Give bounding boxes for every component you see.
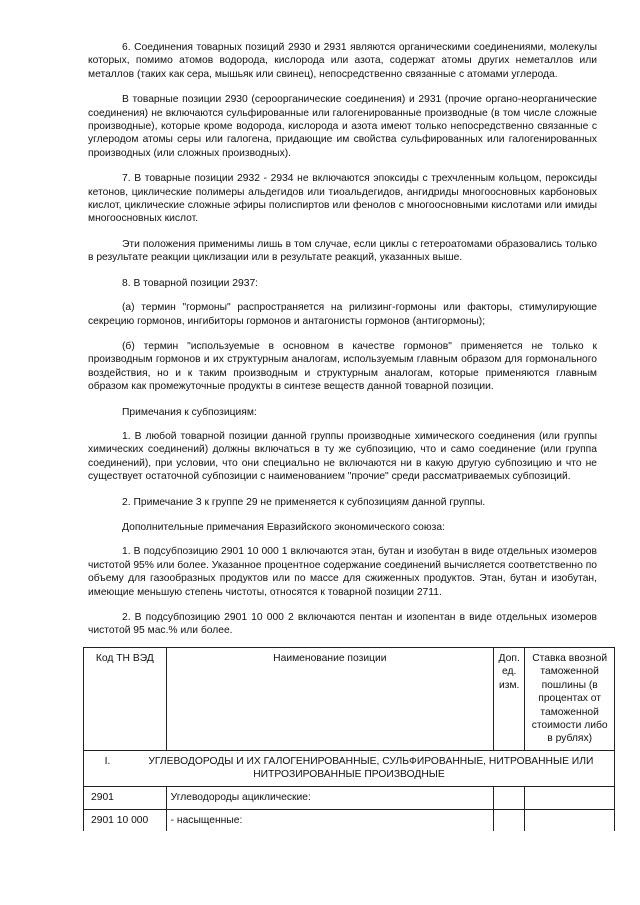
note-paragraph: 2. Примечание 3 к группе 29 не применяется к субпозициям данной группы. xyxy=(122,496,486,508)
note-paragraph: Эти положения применимы лишь в том случае, если циклы с гетероатомами образовались только в результате реакции циклизации или в результате реакций, указанных выше. xyxy=(88,238,597,264)
note-paragraph: 1. В любой товарной позиции данной группы производные химического соединения (или группы химических соединений) должны включаться в ту же субпозицию, что и само соединение (или группа соединений), при условии, что они специально не включаются ни в какую другую субпозицию и что не существует остаточной субпозиции с наименованием "прочие" среди рассматриваемых субпозиций. xyxy=(88,430,597,483)
subheading-subposition-notes: Примечания к субпозициям: xyxy=(122,406,257,418)
note-paragraph: (б) термин "используемые в основном в качестве гормонов" применяется не только к производным гормонов и их структурным аналогам, используемым главным образом для гормонального воздействия, но и к таким производным и структурным аналогам, которые применяются главным образом как промежуточные продукты в синтезе веществ данной товарной позиции. xyxy=(88,340,597,393)
note-paragraph: 6. Соединения товарных позиций 2930 и 2931 являются органическими соединениями, молекулы которых, помимо атомов водорода, кислорода или азота, содержат атомы других неметаллов или металлов (таких как сера, мышьяк или свинец), непосредственно связанные с атомами углерода. xyxy=(88,42,597,80)
note-paragraph: (а) термин "гормоны" распространяется на рилизинг-гормоны или факторы, стимулирующие секрецию гормонов, ингибиторы гормонов и антагонисты гормонов (антигормоны); xyxy=(88,302,597,327)
header-name: Наименование позиции xyxy=(166,648,493,751)
cell-name: - насыщенные: xyxy=(166,809,493,831)
cell-code: 2901 10 000 xyxy=(84,809,167,831)
table-header-row xyxy=(84,648,615,751)
cell-rate xyxy=(525,786,615,809)
section-title-cell xyxy=(84,750,615,786)
cell-name: Углеводороды ациклические: xyxy=(166,786,493,809)
header-rate: Ставка ввозной таможенной пошлины (в процентах от таможенной стоимости либо в рублях) xyxy=(525,648,615,751)
notes-text xyxy=(88,41,597,650)
note-paragraph: 7. В товарные позиции 2932 - 2934 не включаются эпоксиды с трехчленным кольцом, пероксиды кетонов, циклические полимеры альдегидов или тиоальдегидов, ангидриды многоосновных карбоновых кислот, циклические сложные эфиры полиспиртов или фенолов с многоосновными кислотами или имиды многоосновных кислот. xyxy=(88,173,597,225)
header-code: Код ТН ВЭД xyxy=(84,648,167,751)
section-number: I. xyxy=(104,755,111,767)
section-title: УГЛЕВОДОРОДЫ И ИХ ГАЛОГЕНИРОВАННЫЕ, СУЛЬФИРОВАННЫЕ, НИТРОВАННЫЕ ИЛИ НИТРОЗИРОВАННЫЕ ПРОИЗВОДНЫЕ xyxy=(148,755,594,781)
table-row xyxy=(84,786,615,809)
cell-code: 2901 xyxy=(84,786,167,809)
subheading-eaeu-notes: Дополнительные примечания Евразийского экономического союза: xyxy=(122,521,445,533)
tariff-table xyxy=(83,647,615,831)
header-unit: Доп. ед. изм. xyxy=(494,648,525,751)
cell-rate xyxy=(525,809,615,831)
note-paragraph: 1. В подсубпозицию 2901 10 000 1 включаются этан, бутан и изобутан в виде отдельных изомеров чистотой 95% или более. Указанное процентное содержание соединений вычисляется соответственно по объему для газообразных продуктов или по массе для сжиженных продуктов. Этан, бутан и изобутан, имеющие меньшую степень чистоты, относятся к товарной позиции 2711. xyxy=(88,546,597,598)
section-row xyxy=(84,750,615,786)
note-paragraph: В товарные позиции 2930 (сероорганические соединения) и 2931 (прочие органо-неорганические соединения) не включаются сульфированные или галогенированные производные (в том числе сложные производные), которые кроме водорода, кислорода и азота имеют только непосредственно связанные с углеродом атомы серы или галогена, придающие им свойства сульфированных или галогенированных производных (или сложных производных). xyxy=(88,94,597,159)
note-paragraph: 2. В подсубпозицию 2901 10 000 2 включаются пентан и изопентан в виде отдельных изомеров чистотой 95 мас.% или более. xyxy=(88,612,597,637)
note-paragraph: 8. В товарной позиции 2937: xyxy=(122,277,259,289)
table-row xyxy=(84,809,615,831)
cell-unit xyxy=(494,786,525,809)
cell-unit xyxy=(494,809,525,831)
